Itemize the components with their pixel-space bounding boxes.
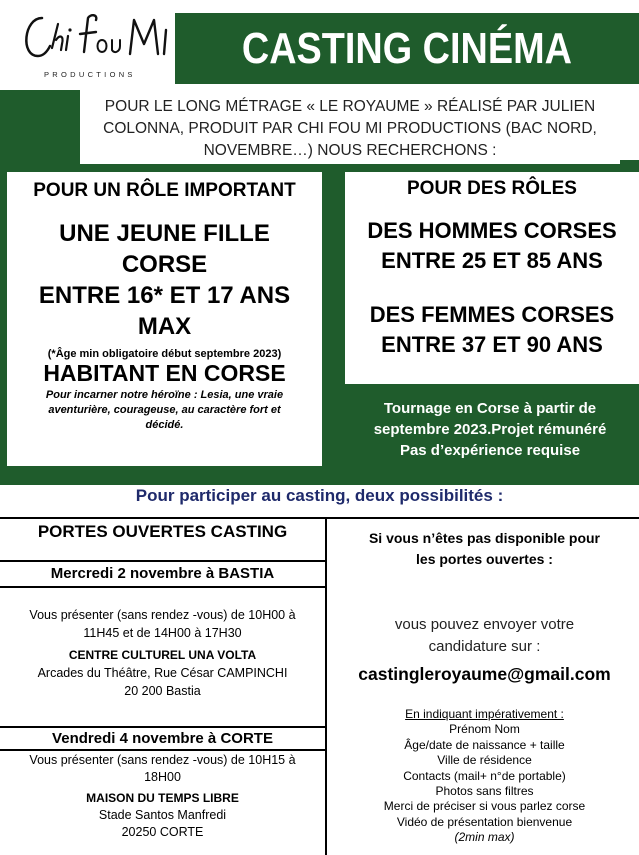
men-role-line: ENTRE 25 ET 85 ANS	[381, 248, 603, 273]
shooting-line: Pas d’expérience requise	[399, 442, 581, 459]
requirement-item: Contacts (mail+ n°de portable)	[403, 768, 566, 783]
habitant-text: HABITANT EN CORSE	[43, 360, 286, 386]
participate-heading: Pour participer au casting, deux possibilités :	[135, 486, 504, 505]
bastia-address: Arcades du Théâtre, Rue César CAMPINCHI	[37, 666, 288, 680]
other-roles-heading: POUR DES RÔLES	[407, 178, 577, 199]
divider	[0, 749, 326, 751]
men-role-line: DES HOMMES CORSES	[367, 218, 617, 243]
women-role-line: DES FEMMES CORSES	[369, 302, 615, 327]
bastia-date: Mercredi 2 novembre à BASTIA	[50, 565, 275, 582]
corte-details	[0, 752, 325, 841]
page-title: CASTING CINÉMA	[241, 23, 573, 73]
send-application-text	[330, 614, 639, 658]
online-application	[330, 528, 639, 846]
unavailable-text: Si vous n’êtes pas disponible pour	[368, 530, 601, 546]
open-casting-title: PORTES OUVERTES CASTING	[37, 522, 288, 541]
bastia-address: 20 200 Bastia	[124, 684, 201, 698]
corte-venue: MAISON DU TEMPS LIBRE	[86, 791, 239, 805]
corte-address: 20250 CORTE	[121, 825, 204, 839]
shooting-line: Tournage en Corse à partir de	[383, 400, 597, 417]
send-line: vous pouvez envoyer votre	[394, 616, 575, 633]
corte-address: Stade Santos Manfredi	[98, 808, 227, 822]
logo-productions: PRODUCTIONS	[44, 70, 136, 79]
other-roles-box	[345, 172, 639, 384]
lead-role-line: ENTRE 16* ET 17 ANS	[38, 282, 291, 309]
requirement-item: (2min max)	[454, 830, 515, 845]
chi-fou-mi-logo-script	[14, 8, 174, 66]
requirement-item: Merci de préciser si vous parlez corse	[383, 799, 586, 814]
unavailable-text: les portes ouvertes :	[416, 551, 553, 567]
title-banner	[175, 13, 639, 84]
divider	[0, 560, 326, 562]
bastia-line: Vous présenter (sans rendez -vous) de 10H00 à	[29, 608, 296, 622]
lead-role-line: MAX	[137, 313, 192, 340]
send-line: candidature sur :	[428, 638, 541, 655]
age-note: (*Âge min obligatoire début septembre 2023)	[47, 348, 282, 360]
corte-line: 18H00	[144, 770, 181, 784]
bastia-details	[0, 606, 325, 700]
requirement-item: Âge/date de naissance + taille	[404, 737, 565, 752]
requirement-item: Photos sans filtres	[435, 784, 534, 799]
divider	[0, 586, 326, 588]
requirement-item: Prénom Nom	[449, 722, 520, 737]
corte-line: Vous présenter (sans rendez -vous) de 10H15 à	[29, 753, 296, 767]
shooting-info	[340, 398, 639, 461]
requirement-item: Ville de résidence	[437, 753, 532, 768]
logo	[14, 8, 174, 78]
email-link[interactable]: castingleroyaume@gmail.com	[358, 664, 611, 684]
corte-date: Vendredi 4 novembre à CORTE	[52, 730, 273, 747]
divider	[0, 726, 326, 728]
bastia-venue: CENTRE CULTUREL UNA VOLTA	[68, 648, 257, 662]
requirements-list	[330, 707, 639, 846]
lead-role-line: UNE JEUNE FILLE	[59, 220, 270, 247]
intro-text: POUR LE LONG MÉTRAGE « LE ROYAUME » RÉALISÉ PAR JULIEN COLONNA, PRODUIT PAR CHI FOU MI PRODUCTIONS (BAC NORD, NOVEMBRE…) NOUS RECHERCHONS :	[80, 90, 620, 164]
requirement-item: Vidéo de présentation bienvenue	[396, 814, 573, 829]
role-description: Pour incarner notre héroïne : Lesia, une vraie aventurière, courageuse, au caractère fort et décidé.	[45, 389, 284, 431]
shooting-line: septembre 2023.Projet rémunéré	[373, 421, 607, 438]
divider	[0, 517, 639, 519]
lead-role-heading: POUR UN RÔLE IMPORTANT	[33, 180, 296, 201]
lead-role-line: CORSE	[121, 251, 208, 278]
requirements-title: En indiquant impérativement :	[405, 707, 564, 721]
women-role-line: ENTRE 37 ET 90 ANS	[381, 332, 603, 357]
lead-role-box	[7, 172, 322, 466]
bastia-line: 11H45 et de 14H00 à 17H30	[83, 626, 242, 640]
divider	[325, 517, 327, 855]
